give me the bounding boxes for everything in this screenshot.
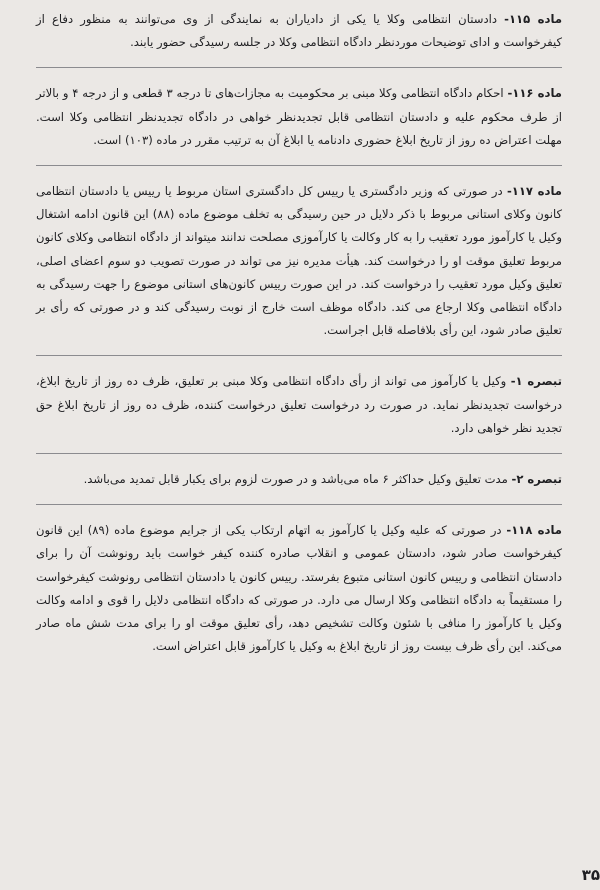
note-2	[36, 468, 562, 491]
article-117	[36, 180, 562, 342]
article-115	[36, 8, 562, 54]
section-divider	[36, 355, 562, 357]
article-116	[36, 82, 562, 152]
article-label: ماده ۱۱۶-	[507, 86, 562, 101]
article-label: ماده ۱۱۵-	[504, 12, 562, 26]
note-2-paragraph	[36, 468, 562, 491]
page-number: ۳۵	[581, 866, 600, 884]
article-118-paragraph	[36, 519, 562, 658]
note-1	[36, 370, 562, 440]
article-115-paragraph	[36, 8, 562, 54]
note-text: وکیل یا کارآموز می تواند از رأی دادگاه انتظامی وکلا مبنی بر تعلیق، ظرف ده روز از تاریخ ابلاغ، درخواست تجدیدنظر نماید. در صورت رد درخواست تعلیق درخواست کننده، ظرف ده روز از تاریخ ابلاغ حق تجدید نظر خواهی دارد.	[36, 374, 562, 435]
article-117-paragraph	[36, 180, 562, 342]
article-text: در صورتی که علیه وکیل یا کارآموز به اتهام ارتکاب یکی از جرایم موضوع ماده (۸۹) این قانون کیفرخواست صادر شود، دادستان عمومی و انقلاب صادره کننده کیفر خواست باید رونوشت آن را برای دادستان انتظامی و رییس کانون استانی متبوع بفرستد. رییس کانون یا دادستان انتظامی رونوشت کیفرخواست را مستقیماً به دادگاه انتظامی وکلا ارسال می دارد. در صورتی که دادگاه انتظامی دلایل را قوی و ادامه وکالت وکیل یا کارآموز را منافی با شئون وکالت تشخیص دهد، رأی تعلیق موقت او را برای مدت شش ماه صادر می‌کند. این رأی ظرف بیست روز از تاریخ ابلاغ به وکیل یا کارآموز قابل اعتراض است.	[36, 523, 562, 654]
article-text: احکام دادگاه انتظامی وکلا مبنی بر محکومیت به مجازات‌های تا درجه ۳ قطعی و از درجه ۴ و بالاتر از طرف محکوم علیه و دادستان انتظامی قابل تجدیدنظر خواهی در دادگاه تجدیدنظر انتظامی وکلا است. مهلت اعتراض ده روز از تاریخ ابلاغ حضوری دادنامه یا ابلاغ آن به ترتیب مقرر در ماده (۱۰۳) است.	[36, 86, 562, 147]
article-text: در صورتی که وزیر دادگستری یا رییس کل دادگستری استان مربوط یا رییس یا دادستان انتظامی کانون وکلای استانی مربوط با ذکر دلایل در حین رسیدگی به تخلف موضوع ماده (۸۸) این قانون ادامه اشتغال وکیل یا کارآموز مورد تعقیب را به کار وکالت یا کارآموزی مصلحت ندانند میتواند از دادگاه انتظامی وکلای کانون مربوط تعلیق موقت او را درخواست کند. هیأت مدیره نیز می تواند در صورت تصویب دو سوم اعضای اصلی، تعلیق وکیل مورد تعقیب را درخواست کند. در این صورت رییس کانون‌های استانی موضوع را جهت رسیدگی به دادگاه انتظامی وکلا ارجاع می کند. دادگاه موظف است خارج از نوبت رسیدگی کند و در صورتی که رأی بر تعلیق صادر شود، این رأی بلافاصله قابل اجراست.	[36, 184, 563, 338]
article-text: دادستان انتظامی وکلا یا یکی از دادیاران به نمایندگی از وی می‌توانند به منظور دفاع از کیفرخواست و ادای توضیحات موردنظر دادگاه انتظامی وکلا در جلسه رسیدگی حضور یابند.	[36, 12, 562, 50]
note-label: تبصره ۱-	[510, 374, 562, 389]
note-label: تبصره ۲-	[511, 472, 562, 487]
article-label: ماده ۱۱۸-	[506, 523, 562, 538]
article-118	[36, 519, 562, 658]
section-divider	[36, 453, 562, 455]
section-divider	[36, 504, 562, 506]
article-116-paragraph	[36, 82, 562, 152]
note-text: مدت تعلیق وکیل حداکثر ۶ ماه می‌باشد و در صورت لزوم برای یکبار قابل تمدید می‌باشد.	[83, 472, 512, 487]
article-label: ماده ۱۱۷-	[506, 184, 562, 199]
section-divider	[36, 165, 562, 167]
section-divider	[36, 67, 562, 69]
note-1-paragraph	[36, 370, 562, 440]
